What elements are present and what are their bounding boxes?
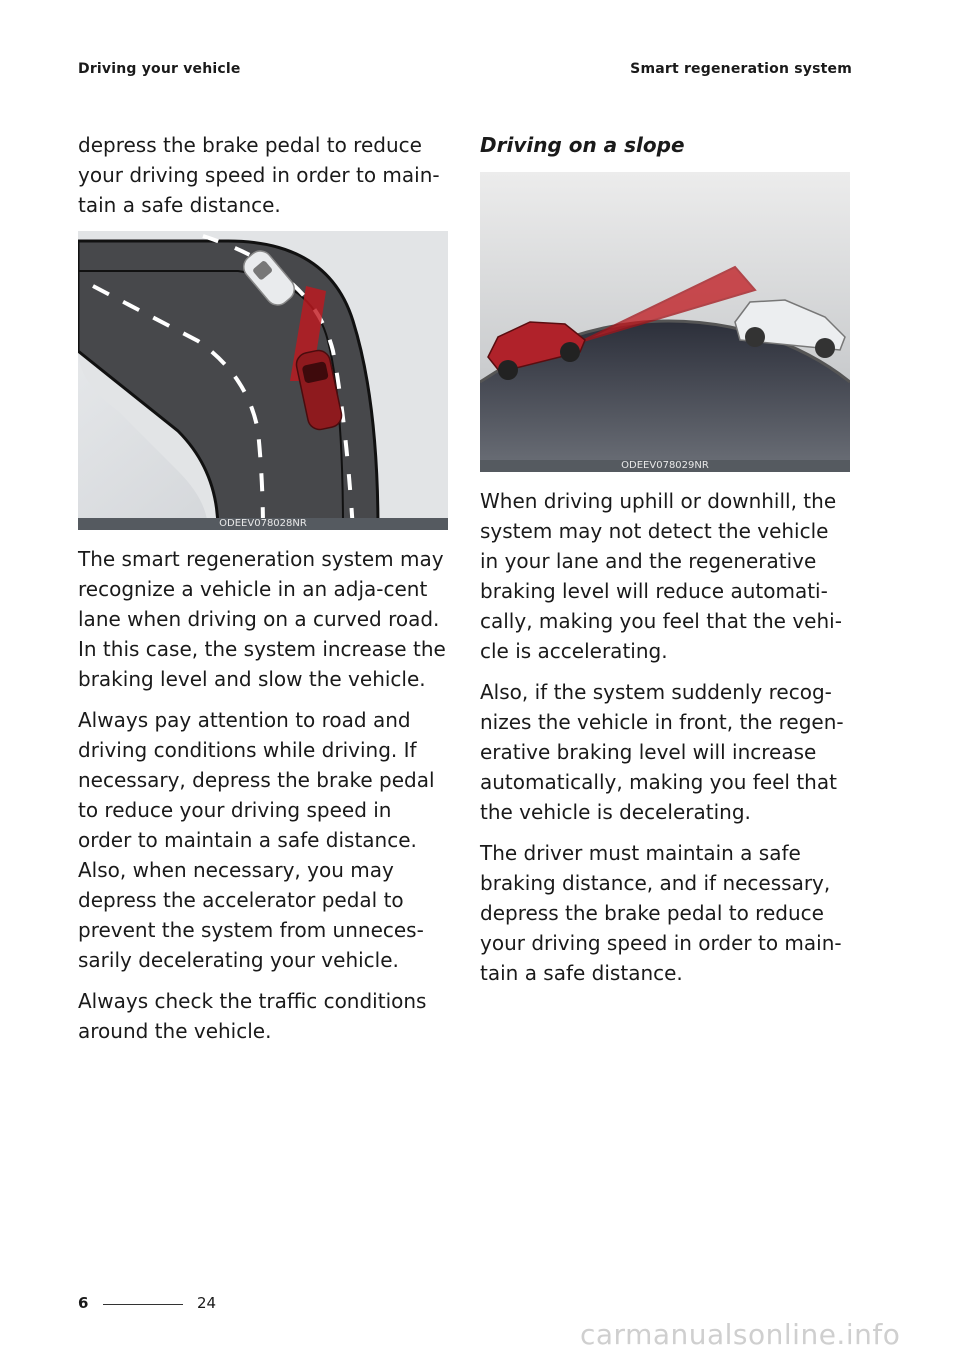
right-column	[480, 130, 848, 999]
paragraph-safe-distance: The driver must maintain a safe braking distance, and if necessary, depress the brake pedal to reduce your driving speed in order to main-tain a safe distance.	[480, 841, 842, 985]
paragraph-attention: Always pay attention to road and driving conditions while driving. If necessary, depress the brake pedal to reduce your driving speed in order to maintain a safe distance. Also, when necessary, you may depress the accelerator pedal to prevent the system from unneces-sarily decelerating your vehicle.	[78, 708, 435, 972]
left-column	[78, 130, 446, 1057]
running-header-section: Smart regeneration system	[630, 61, 852, 77]
paragraph-recognize-front: Also, if the system suddenly recog-nizes the vehicle in front, the regen-erative braking level will increase automatically, making you feel that the vehicle is decelerating.	[480, 680, 844, 824]
slope-illustration	[480, 172, 850, 472]
figure-code: ODEEV078028NR	[78, 518, 448, 530]
running-header-chapter: Driving your vehicle	[78, 61, 241, 77]
footer-divider	[103, 1304, 183, 1305]
paragraph-curved-road: The smart regeneration system may recognize a vehicle in an adja-cent lane when driving on a curved road. In this case, the system increase the braking level and slow the vehicle.	[78, 547, 446, 691]
chapter-number: 6	[78, 1294, 89, 1312]
figure-code: ODEEV078029NR	[480, 460, 850, 472]
watermark: carmanualsonline.info	[580, 1318, 901, 1351]
page-number: 24	[197, 1294, 217, 1312]
intro-paragraph: depress the brake pedal to reduce your driving speed in order to main-tain a safe distance.	[78, 133, 440, 217]
section-title: Driving on a slope	[480, 133, 685, 157]
curved-road-illustration	[78, 231, 448, 530]
slope-svg	[480, 172, 850, 472]
curved-road-svg	[78, 231, 448, 530]
paragraph-check-traffic: Always check the traffic conditions around the vehicle.	[78, 989, 427, 1043]
paragraph-uphill: When driving uphill or downhill, the system may not detect the vehicle in your lane and the regenerative braking level will reduce automati-cally, making you feel that the vehi-cle is accelerating.	[480, 489, 842, 663]
